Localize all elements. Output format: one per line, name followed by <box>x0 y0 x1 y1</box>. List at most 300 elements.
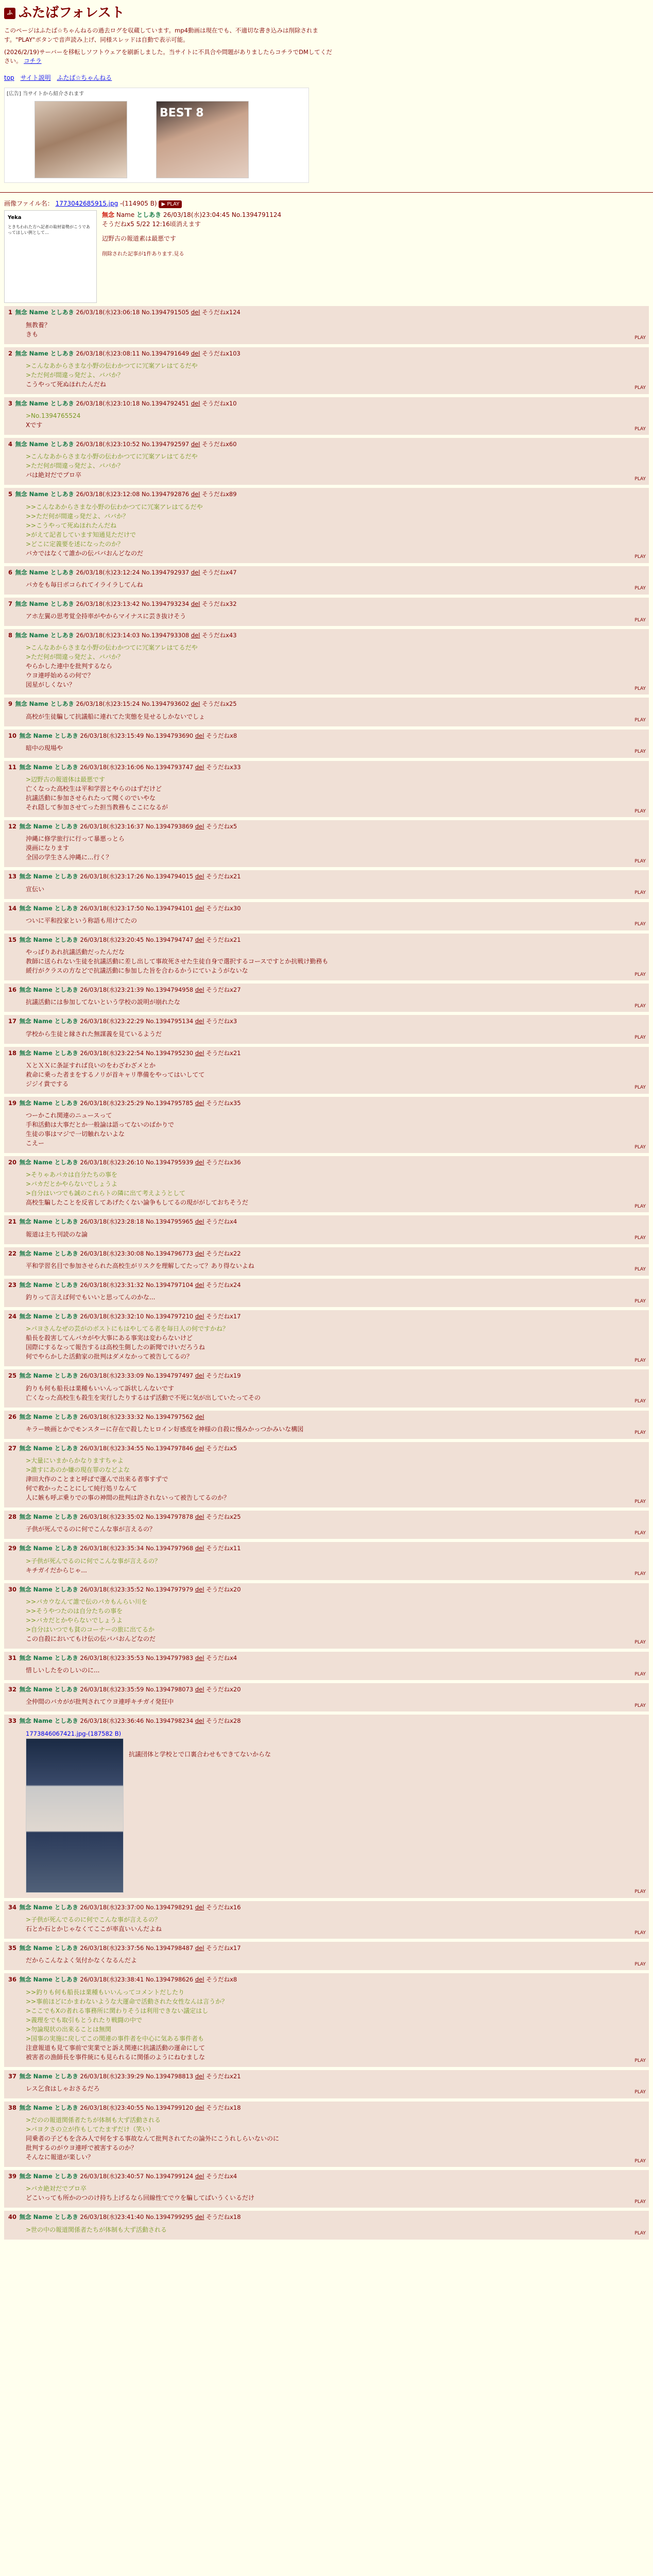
op-play-button[interactable]: ▶ PLAY <box>159 200 182 208</box>
reply-delete-link[interactable]: del <box>195 986 204 993</box>
reply-post-number[interactable]: No.1394793308 <box>141 632 190 639</box>
reply-post-number[interactable]: No.1394795939 <box>145 1159 194 1166</box>
reply-date: 26/03/18(水)23:40:55 <box>80 2104 144 2111</box>
reply-play-button[interactable]: PLAY <box>634 718 646 723</box>
reply-delete-link[interactable]: del <box>195 1018 204 1025</box>
reply-quote-line: >子供が死んでるのに何でこんな事が言えるの？ <box>26 1916 161 1923</box>
reply-body <box>26 452 645 480</box>
reply-delete-link[interactable]: del <box>195 1654 204 1662</box>
reply-sodane[interactable]: そうだねx4 <box>206 1218 237 1226</box>
reply-attachment <box>26 1729 645 1893</box>
reply-name: 無念 Name としあき <box>19 1654 78 1662</box>
reply-body <box>129 1729 271 1893</box>
reply-name: 無念 Name としあき <box>15 349 74 357</box>
reply-body <box>26 580 645 589</box>
reply-delete-link[interactable]: del <box>195 904 204 912</box>
reply-header <box>8 732 645 740</box>
reply-header <box>8 440 645 449</box>
reply-delete-link[interactable]: del <box>191 700 200 708</box>
reply-delete-link[interactable]: del <box>195 1944 204 1952</box>
reply-body <box>26 1324 645 1361</box>
reply-sodane[interactable]: そうだねx35 <box>206 1099 241 1107</box>
reply-date: 26/03/18(水)23:22:29 <box>80 1018 144 1025</box>
reply-number: 33 <box>8 1717 17 1725</box>
reply-number: 39 <box>8 2173 17 2180</box>
reply-body <box>26 1988 645 2062</box>
reply-play-button[interactable]: PLAY <box>634 890 646 895</box>
reply-post-number[interactable]: No.1394792451 <box>141 399 190 407</box>
reply-play-button[interactable]: PLAY <box>634 2231 646 2236</box>
reply-post-number[interactable]: No.1394791505 <box>141 309 190 316</box>
reply-play-button[interactable]: PLAY <box>634 1430 646 1436</box>
reply-quote-line: >>こんなあからさまな小野の伝わかつてに冗案アレはてるだや <box>26 503 203 511</box>
reply-number: 36 <box>8 1976 17 1984</box>
reply-delete-link[interactable]: del <box>195 1686 204 1693</box>
reply-name: 無念 Name としあき <box>19 936 78 943</box>
contact-link[interactable]: コチラ <box>24 57 42 65</box>
reply-date: 26/03/18(水)23:32:10 <box>80 1313 144 1320</box>
reply-sodane[interactable]: そうだねx25 <box>206 1513 241 1520</box>
reply-date: 26/03/18(水)23:12:24 <box>76 568 140 576</box>
reply-name: 無念 Name としあき <box>19 1976 78 1984</box>
reply-post-number[interactable]: No.1394792937 <box>141 568 190 576</box>
reply-sodane[interactable]: そうだねx43 <box>202 632 237 639</box>
op-date: 26/03/18(水)23:04:45 <box>163 211 230 219</box>
reply-name: 無念 Name としあき <box>19 1249 78 1257</box>
reply-delete-link[interactable]: del <box>195 1049 204 1057</box>
reply-delete-link[interactable]: del <box>195 1372 204 1380</box>
reply-play-button[interactable]: PLAY <box>634 1640 646 1646</box>
reply-name: 無念 Name としあき <box>15 309 74 316</box>
reply-body <box>26 2184 645 2202</box>
reply-text-line: 船長を殺害してんバカがや大事にある事実は変わらないけど <box>26 1334 193 1342</box>
reply-delete-link[interactable]: del <box>191 568 200 576</box>
reply-sodane[interactable]: そうだねx18 <box>206 2213 241 2221</box>
reply-post-number[interactable]: No.1394797968 <box>145 1545 194 1552</box>
reply-delete-link[interactable]: del <box>191 309 200 316</box>
reply-name: 無念 Name としあき <box>19 904 78 912</box>
reply-header <box>8 568 645 577</box>
reply-number: 27 <box>8 1444 17 1452</box>
reply-post-number[interactable]: No.1394793869 <box>145 823 194 830</box>
reply-text-line: 宣伝い <box>26 885 45 893</box>
reply-post-number[interactable]: No.1394793234 <box>141 600 190 607</box>
site-header <box>0 0 653 186</box>
reply-play-button[interactable]: PLAY <box>634 426 646 432</box>
reply-play-button[interactable]: PLAY <box>634 1499 646 1504</box>
reply-post-number[interactable]: No.1394797983 <box>145 1654 194 1662</box>
reply-body <box>26 1293 645 1302</box>
reply-date: 26/03/18(水)23:17:26 <box>80 873 144 880</box>
reply-quote-line: >自分はいつでも貧のコーナーの旅に出てるか <box>26 1625 155 1633</box>
reply-name: 無念 Name としあき <box>19 1717 78 1725</box>
reply-sodane[interactable]: そうだねx10 <box>202 399 237 407</box>
reply-date: 26/03/18(水)23:31:32 <box>80 1281 144 1289</box>
reply-delete-link[interactable]: del <box>195 1313 204 1320</box>
reply-delete-link[interactable]: del <box>191 632 200 639</box>
reply-post-number[interactable]: No.1394792876 <box>141 490 190 498</box>
reply-post-number[interactable]: No.1394791649 <box>141 349 190 357</box>
reply-name: 無念 Name としあき <box>19 1686 78 1693</box>
reply-play-button[interactable]: PLAY <box>634 1530 646 1536</box>
reply-play-button[interactable]: PLAY <box>634 858 646 864</box>
reply-post <box>4 629 649 694</box>
reply-date: 26/03/18(水)23:26:10 <box>80 1159 144 1166</box>
reply-play-button[interactable]: PLAY <box>634 1235 646 1241</box>
reply-play-button[interactable]: PLAY <box>634 686 646 691</box>
reply-play-button[interactable]: PLAY <box>634 1204 646 1209</box>
reply-play-button[interactable]: PLAY <box>634 1003 646 1009</box>
reply-post-number[interactable]: No.1394795785 <box>145 1099 194 1107</box>
reply-body <box>26 1425 645 1434</box>
reply-delete-link[interactable]: del <box>195 1903 204 1911</box>
reply-play-button[interactable]: PLAY <box>634 2058 646 2063</box>
reply-date: 26/03/18(水)23:15:49 <box>80 732 144 739</box>
reply-post-number[interactable]: No.1394798626 <box>145 1976 194 1984</box>
reply-delete-link[interactable]: del <box>195 873 204 880</box>
ad-banner[interactable] <box>4 88 309 183</box>
reply-post-number[interactable]: No.1394795134 <box>145 1018 194 1025</box>
reply-post <box>4 1715 649 1898</box>
reply-post <box>4 1097 649 1153</box>
reply-post <box>4 934 649 980</box>
reply-post-number[interactable]: No.1394792597 <box>141 440 190 448</box>
reply-post-number[interactable]: No.1394794958 <box>145 986 194 993</box>
reply-post-number[interactable]: No.1394793602 <box>141 700 190 708</box>
reply-post-number[interactable]: No.1394797497 <box>145 1372 194 1380</box>
reply-header <box>8 490 645 499</box>
reply-sodane[interactable]: そうだねx4 <box>206 2173 237 2180</box>
reply-body <box>26 885 645 894</box>
reply-sodane[interactable]: そうだねx21 <box>206 936 241 943</box>
reply-date: 26/03/18(水)23:22:54 <box>80 1049 144 1057</box>
reply-text-line: この自殺においてもけ伝の伝ババおんどなのだ <box>26 1635 156 1642</box>
reply-header <box>8 600 645 608</box>
reply-play-button[interactable]: PLAY <box>634 1930 646 1936</box>
reply-post-number[interactable]: No.1394799124 <box>145 2173 194 2180</box>
reply-date: 26/03/18(水)23:40:57 <box>80 2173 144 2180</box>
reply-play-button[interactable]: PLAY <box>634 554 646 560</box>
reply-delete-link[interactable]: del <box>191 600 200 607</box>
reply-number: 2 <box>8 349 13 357</box>
reply-date: 26/03/18(水)23:38:41 <box>80 1976 144 1984</box>
reply-sodane[interactable]: そうだねx17 <box>206 1313 241 1320</box>
reply-text-line: やっぱりあれ抗議活動だったんだな <box>26 948 125 956</box>
reply-sodane[interactable]: そうだねx20 <box>206 1686 241 1693</box>
reply-delete-link[interactable]: del <box>195 763 204 771</box>
reply-text-line: 平和学習名目で参加させられた高校生がリスクを理解してたって？あり得ないよね <box>26 1262 254 1269</box>
reply-text-line: 釣りも何も船長は業種もいいんって訴状しんないです <box>26 1384 175 1392</box>
reply-quote-line: >>そうやつたのは自分たちの事を <box>26 1607 123 1615</box>
reply-text-line: ＸとＸＸに条証すれば良いのをわざわざメとか <box>26 1061 156 1069</box>
reply-date: 26/03/18(水)23:30:08 <box>80 1249 144 1257</box>
reply-delete-link[interactable]: del <box>195 1545 204 1552</box>
reply-post-number[interactable]: No.1394793747 <box>145 763 194 771</box>
reply-delete-link[interactable]: del <box>195 2072 204 2080</box>
reply-sodane[interactable]: そうだねx16 <box>206 1903 241 1911</box>
reply-post-number[interactable]: No.1394798073 <box>145 1686 194 1693</box>
reply-post-number[interactable]: No.1394798234 <box>145 1717 194 1725</box>
reply-header <box>8 1585 645 1594</box>
reply-body <box>26 411 645 430</box>
reply-post-number[interactable]: No.1394793690 <box>145 732 194 739</box>
reply-quote-line: >辺野古の報道体は最悪です <box>26 776 106 783</box>
reply-sodane[interactable]: そうだねx24 <box>206 1281 241 1289</box>
reply-text-line: それ隠して参加させてった担当教務もここになるが <box>26 804 168 811</box>
reply-delete-link[interactable]: del <box>195 1513 204 1520</box>
op-deleted-note[interactable]: 削除された記事が1件あります.見る <box>102 251 184 258</box>
reply-delete-link[interactable]: del <box>195 936 204 943</box>
reply-play-button[interactable]: PLAY <box>634 2090 646 2095</box>
reply-sodane[interactable]: そうだねx5 <box>206 823 237 830</box>
reply-delete-link[interactable]: del <box>195 1976 204 1984</box>
reply-post-number[interactable]: No.1394796773 <box>145 1249 194 1257</box>
op-file-link[interactable]: 1773042685915.jpg <box>55 200 118 208</box>
reply-sodane[interactable]: そうだねx124 <box>202 309 240 316</box>
reply-post-number[interactable]: No.1394798487 <box>145 1944 194 1952</box>
reply-play-button[interactable]: PLAY <box>634 1035 646 1040</box>
reply-sodane[interactable]: そうだねx4 <box>206 1654 237 1662</box>
reply-number: 34 <box>8 1903 17 1911</box>
reply-sodane[interactable]: そうだねx21 <box>206 1049 241 1057</box>
reply-post-number[interactable]: No.1394797878 <box>145 1513 194 1520</box>
reply-delete-link[interactable]: del <box>195 732 204 739</box>
nav-about-link[interactable]: サイト説明 <box>20 74 51 82</box>
reply-sodane[interactable]: そうだねx27 <box>206 986 241 993</box>
op-text: 辺野古の報道素は最悪です <box>102 235 177 243</box>
reply-delete-link[interactable]: del <box>195 2104 204 2111</box>
reply-file-link[interactable]: 1773846067421.jpg-(187582 B) <box>26 1730 122 1737</box>
reply-header <box>8 2172 645 2181</box>
reply-sodane[interactable]: そうだねx5 <box>206 1444 237 1452</box>
reply-play-button[interactable]: PLAY <box>634 1298 646 1304</box>
reply-body <box>26 1061 645 1089</box>
reply-delete-link[interactable]: del <box>195 1218 204 1226</box>
reply-text-line: 国際にするなって報告するは高校生側したの新聞でけいだろうね <box>26 1344 205 1351</box>
reply-post-number[interactable]: No.1394798813 <box>145 2072 194 2080</box>
reply-post-number[interactable]: No.1394795230 <box>145 1049 194 1057</box>
reply-text-line: 亡くなった高校生も殺生を実行したりするはず活動で不死に気が出していたってその <box>26 1394 261 1401</box>
nav-futaba-link[interactable]: ふたば☆ちゃんねる <box>57 74 112 82</box>
reply-name: 無念 Name としあき <box>19 1944 78 1952</box>
reply-name: 無念 Name としあき <box>15 490 74 498</box>
reply-sodane[interactable]: そうだねx32 <box>202 600 237 607</box>
reply-post <box>4 1652 649 1680</box>
site-title[interactable] <box>4 3 649 23</box>
reply-post-number[interactable]: No.1394797210 <box>145 1313 194 1320</box>
reply-play-button[interactable]: PLAY <box>634 1889 646 1895</box>
reply-sodane[interactable]: そうだねx8 <box>206 732 237 739</box>
reply-play-button[interactable]: PLAY <box>634 385 646 391</box>
reply-play-button[interactable]: PLAY <box>634 1399 646 1404</box>
reply-play-button[interactable]: PLAY <box>634 1961 646 1967</box>
reply-post <box>4 2070 649 2098</box>
reply-number: 16 <box>8 986 17 993</box>
op-subject: 無念 <box>102 211 115 219</box>
intro-text-1: このページはふたば☆ちゃんねるの過去ログを収蔵しています。mp4動画は現在でも、不適切な書き込みは削除されます。"PLAY"ボタンで音声読み上げ、同様スレッドは自動で表示可能。 <box>4 27 318 43</box>
reply-body <box>26 1666 645 1675</box>
reply-number: 38 <box>8 2104 17 2111</box>
reply-sodane[interactable]: そうだねx19 <box>206 1372 241 1380</box>
reply-sodane[interactable]: そうだねx25 <box>202 700 237 708</box>
reply-sodane[interactable]: そうだねx33 <box>206 763 241 771</box>
op-thumb-account-name: Yeka <box>8 215 22 221</box>
reply-sodane[interactable]: そうだねx8 <box>206 1976 237 1984</box>
reply-quote-line: >こんなあからさまな小野の伝わかつてに冗案アレはてるだや <box>26 453 198 461</box>
reply-sodane[interactable]: そうだねx30 <box>206 904 241 912</box>
reply-number: 31 <box>8 1654 17 1662</box>
reply-sodane[interactable]: そうだねx20 <box>206 1585 241 1593</box>
divider <box>0 192 653 193</box>
reply-sodane[interactable]: そうだねx28 <box>206 1717 241 1725</box>
reply-post-number[interactable]: No.1394794747 <box>145 936 194 943</box>
reply-sodane[interactable]: そうだねx11 <box>206 1545 241 1552</box>
reply-quote-line: >こんなあからさまな小野の伝わかつてに冗案アレはてるだや <box>26 362 198 369</box>
op-thumbnail[interactable] <box>4 210 97 303</box>
ad-image-2[interactable] <box>156 101 249 178</box>
reply-play-button[interactable]: PLAY <box>634 1671 646 1677</box>
reply-play-button[interactable]: PLAY <box>634 476 646 482</box>
reply-number: 22 <box>8 1249 17 1257</box>
reply-post-number[interactable]: No.1394798291 <box>145 1903 194 1911</box>
op-expire: 5/22 12:16頃消えます <box>136 221 201 228</box>
reply-post <box>4 1369 649 1407</box>
reply-sodane[interactable]: そうだねx21 <box>206 2072 241 2080</box>
reply-name: 無念 Name としあき <box>19 763 78 771</box>
op-number[interactable]: No.1394791124 <box>231 211 282 219</box>
reply-sodane[interactable]: そうだねx36 <box>206 1159 241 1166</box>
reply-play-button[interactable]: PLAY <box>634 1267 646 1273</box>
reply-sodane[interactable]: そうだねx103 <box>202 349 240 357</box>
reply-sodane[interactable]: そうだねx22 <box>206 1249 241 1257</box>
reply-text-line: 惜しいしたをのしいのに... <box>26 1667 100 1674</box>
reply-play-button[interactable]: PLAY <box>634 1358 646 1363</box>
reply-post <box>4 730 649 758</box>
reply-number: 20 <box>8 1159 17 1166</box>
reply-delete-link[interactable]: del <box>195 1099 204 1107</box>
reply-quote-line: >パヨさんなぜの芸がのボストにもはやしてる者を毎日人の何ですかね？ <box>26 1325 229 1333</box>
reply-post <box>4 488 649 563</box>
reply-post-number[interactable]: No.1394797846 <box>145 1444 194 1452</box>
reply-sodane[interactable]: そうだねx3 <box>206 1018 237 1025</box>
reply-body <box>26 1524 645 1534</box>
reply-sodane[interactable]: そうだねx21 <box>206 873 241 880</box>
reply-sodane[interactable]: そうだねx89 <box>202 490 237 498</box>
reply-header <box>8 1903 645 1912</box>
reply-play-button[interactable]: PLAY <box>634 972 646 977</box>
reply-post-number[interactable]: No.1394794101 <box>145 904 194 912</box>
reply-post-number[interactable]: No.1394797979 <box>145 1585 194 1593</box>
reply-date: 26/03/18(水)23:06:18 <box>76 309 140 316</box>
reply-delete-link[interactable]: del <box>195 2173 204 2180</box>
reply-quote-line: >こんなあからさまな小野の伝わかつてに冗案アレはてるだや <box>26 644 198 652</box>
reply-name: 無念 Name としあき <box>19 1159 78 1166</box>
reply-delete-link[interactable]: del <box>195 823 204 830</box>
nav-top-link[interactable]: top <box>4 74 14 82</box>
reply-delete-link[interactable]: del <box>195 1585 204 1593</box>
reply-delete-link[interactable]: del <box>195 1249 204 1257</box>
reply-post-number[interactable]: No.1394799295 <box>145 2213 194 2221</box>
op-sodane[interactable]: そうだねx5 <box>102 221 134 228</box>
reply-header <box>8 1158 645 1167</box>
reply-delete-link[interactable]: del <box>191 399 200 407</box>
reply-quote-line: >ただ何が間違っ発だよ、ババか？ <box>26 462 124 470</box>
reply-play-button[interactable]: PLAY <box>634 1085 646 1091</box>
reply-play-button[interactable]: PLAY <box>634 922 646 927</box>
reply-play-button[interactable]: PLAY <box>634 1571 646 1577</box>
reply-sodane[interactable]: そうだねx47 <box>202 568 237 576</box>
reply-quote-line: >>釣りも何も船長は業種もいいんってコメントだしたり <box>26 1988 185 1996</box>
reply-delete-link[interactable]: del <box>191 349 200 357</box>
reply-play-button[interactable]: PLAY <box>634 617 646 623</box>
reply-play-button[interactable]: PLAY <box>634 2158 646 2164</box>
reply-date: 26/03/18(水)23:15:24 <box>76 700 140 708</box>
reply-play-button[interactable]: PLAY <box>634 586 646 591</box>
reply-delete-link[interactable]: del <box>195 1159 204 1166</box>
reply-sodane[interactable]: そうだねx18 <box>206 2104 241 2111</box>
reply-quote-line: >世の中の報道関係者たちが体制も大ず活動される <box>26 2226 167 2233</box>
reply-delete-link[interactable]: del <box>195 2213 204 2221</box>
reply-sodane[interactable]: そうだねx60 <box>202 440 237 448</box>
ad-image-1[interactable] <box>35 101 127 178</box>
reply-play-button[interactable]: PLAY <box>634 749 646 755</box>
reply-date: 26/03/18(水)23:10:18 <box>76 399 140 407</box>
reply-name: 無念 Name としあき <box>15 440 74 448</box>
reply-delete-link[interactable]: del <box>195 1717 204 1725</box>
reply-delete-link[interactable]: del <box>195 1413 204 1420</box>
reply-name: 無念 Name としあき <box>19 823 78 830</box>
reply-name: 無念 Name としあき <box>19 1585 78 1593</box>
reply-play-button[interactable]: PLAY <box>634 1703 646 1708</box>
reply-post-number[interactable]: No.1394797562 <box>145 1413 194 1420</box>
reply-body <box>26 1556 645 1575</box>
reply-post-number[interactable]: No.1394794015 <box>145 873 194 880</box>
reply-post-number[interactable]: No.1394799120 <box>145 2104 194 2111</box>
reply-date: 26/03/18(水)23:33:32 <box>80 1413 144 1420</box>
reply-attachment-image[interactable] <box>26 1738 124 1893</box>
reply-number: 40 <box>8 2213 17 2221</box>
reply-number: 26 <box>8 1413 17 1420</box>
reply-text-line: つーかこれ関連のニュースって <box>26 1112 112 1119</box>
reply-text-line: バカではなくて誰かの伝ババおんどなのだ <box>26 549 144 557</box>
reply-number: 24 <box>8 1313 17 1320</box>
reply-post <box>4 1511 649 1539</box>
reply-play-button[interactable]: PLAY <box>634 1144 646 1150</box>
reply-delete-link[interactable]: del <box>191 490 200 498</box>
reply-post <box>4 1279 649 1307</box>
reply-post <box>4 1247 649 1276</box>
site-title-text: ふたばフォレスト <box>19 5 125 21</box>
reply-number: 17 <box>8 1018 17 1025</box>
reply-delete-link[interactable]: del <box>195 1281 204 1289</box>
reply-number: 30 <box>8 1585 17 1593</box>
reply-delete-link[interactable]: del <box>195 1444 204 1452</box>
reply-post-number[interactable]: No.1394795965 <box>145 1218 194 1226</box>
reply-play-button[interactable]: PLAY <box>634 335 646 341</box>
reply-play-button[interactable]: PLAY <box>634 2199 646 2205</box>
reply-post-number[interactable]: No.1394797104 <box>145 1281 194 1289</box>
reply-name: 無念 Name としあき <box>19 1218 78 1226</box>
reply-sodane[interactable]: そうだねx17 <box>206 1944 241 1952</box>
reply-header <box>8 2213 645 2222</box>
reply-date: 26/03/18(水)23:08:11 <box>76 349 140 357</box>
reply-date: 26/03/18(水)23:20:45 <box>80 936 144 943</box>
reply-delete-link[interactable]: del <box>191 440 200 448</box>
reply-name: 無念 Name としあき <box>19 2213 78 2221</box>
reply-play-button[interactable]: PLAY <box>634 808 646 814</box>
reply-number: 7 <box>8 600 13 607</box>
reply-post <box>4 2102 649 2167</box>
